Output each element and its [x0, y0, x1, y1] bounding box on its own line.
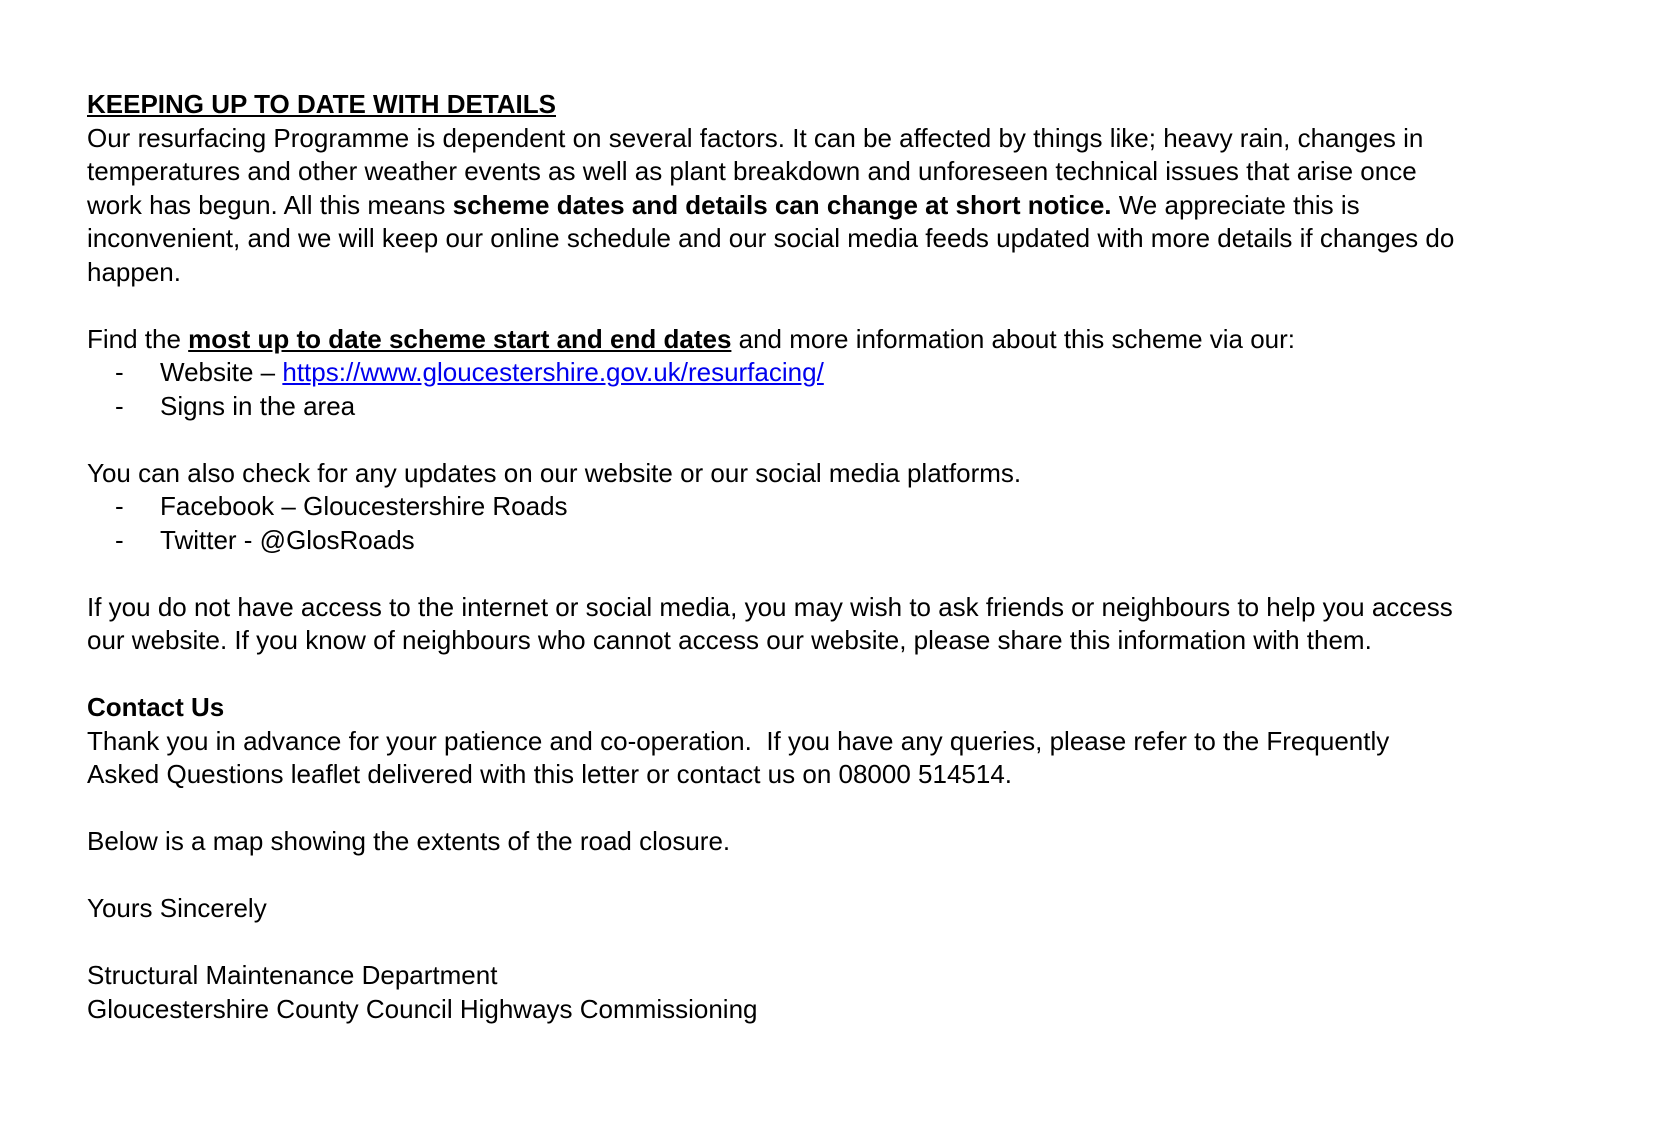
paragraph-intro	[87, 122, 1463, 290]
list-item-website	[87, 356, 1463, 390]
blank-line	[87, 423, 1463, 457]
paragraph-department: Structural Maintenance Department	[87, 960, 498, 990]
list-item-facebook	[87, 490, 1463, 524]
intro-text-after-bold: We appreciate this is inconvenient, and we will keep our online schedule and our social media feeds updated with more details if changes do happen.	[87, 189, 1455, 287]
bullet-dash: -	[115, 390, 124, 421]
facebook-item-text: Facebook – Gloucestershire Roads	[160, 491, 568, 521]
find-dates-text-before: Find the	[87, 323, 189, 354]
letter-content	[87, 88, 1463, 1026]
bullet-dash: -	[115, 357, 124, 387]
blank-line	[87, 557, 1463, 591]
twitter-item-text: Twitter - @GlosRoads	[160, 524, 415, 555]
blank-line	[87, 289, 1463, 323]
find-dates-text-after: and more information about this scheme via our:	[731, 323, 1296, 354]
blank-line	[87, 926, 1463, 960]
find-dates-emphasis: most up to date scheme start and end dates	[188, 323, 732, 354]
section-heading-contact-us: Contact Us	[87, 692, 225, 722]
blank-line	[87, 859, 1463, 893]
paragraph-contact-body: Thank you in advance for your patience and co-operation. If you have any queries, please refer to the Frequently Asked Questions leaflet delivered with this letter or contact us on 08000 514514.	[87, 725, 1396, 789]
list-item-twitter	[87, 524, 1463, 558]
list-item-signs	[87, 390, 1463, 424]
blank-line	[87, 658, 1463, 692]
intro-text-before-bold: Our resurfacing Programme is dependent on several factors. It can be affected by things like; heavy rain, changes in temperatures and other weather events as well as plant breakdown and unforeseen technical issues that arise once work has begun. All this means	[87, 122, 1424, 220]
paragraph-signoff: Yours Sincerely	[87, 893, 267, 923]
paragraph-organisation: Gloucestershire County Council Highways Commissioning	[87, 993, 758, 1024]
social-media-list	[87, 490, 1463, 557]
section-heading-keeping-up-to-date: KEEPING UP TO DATE WITH DETAILS	[87, 89, 556, 119]
bullet-dash: -	[115, 491, 124, 521]
resurfacing-link[interactable]: https://www.gloucestershire.gov.uk/resurfacing/	[282, 357, 824, 387]
paragraph-updates-intro: You can also check for any updates on our website or our social media platforms.	[87, 457, 1022, 488]
paragraph-find-dates	[87, 323, 1463, 357]
paragraph-no-internet: If you do not have access to the internet or social media, you may wish to ask friends or neighbours to help you access our website. If you know of neighbours who cannot access our website, please share this information with them.	[87, 591, 1453, 655]
intro-bold-text: scheme dates and details can change at short notice.	[452, 189, 1112, 220]
paragraph-map-note: Below is a map showing the extents of the road closure.	[87, 826, 731, 856]
bullet-dash: -	[115, 524, 124, 555]
website-item-text	[160, 356, 824, 390]
website-label: Website –	[160, 357, 283, 387]
scheme-sources-list	[87, 356, 1463, 423]
blank-line	[87, 792, 1463, 826]
signs-item-text: Signs in the area	[160, 390, 356, 421]
